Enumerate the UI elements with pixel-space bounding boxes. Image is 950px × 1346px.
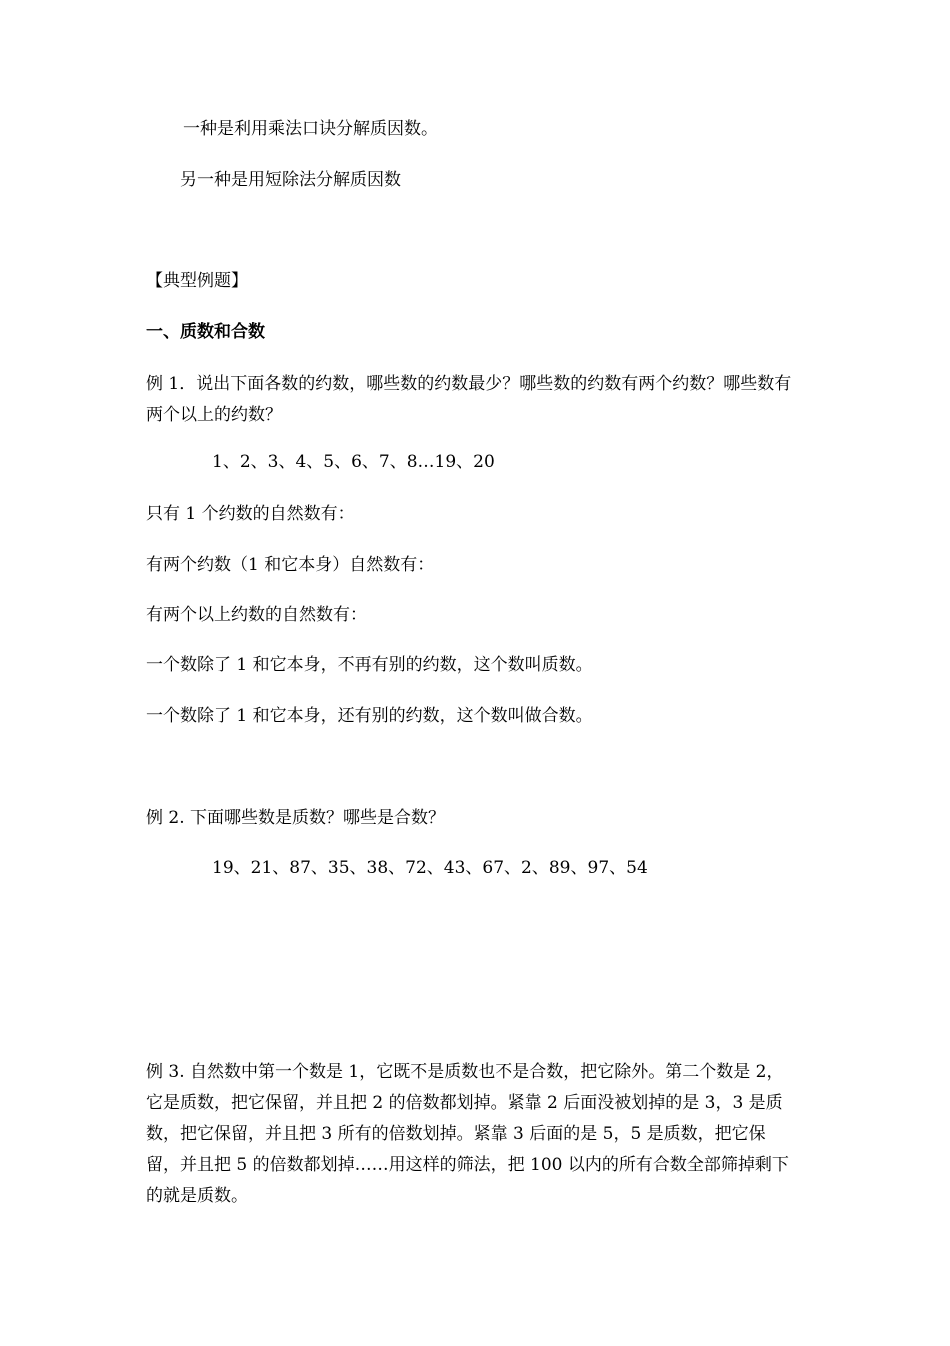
example1-answer-more-divisors: 有两个以上约数的自然数有：: [146, 605, 367, 625]
example3-text: 例 3. 自然数中第一个数是 1，它既不是质数也不是合数，把它除外。第二个数是 2，它是质数，把它保留，并且把 2 的倍数都划掉。紧靠 2 后面没被划掉的是 3，3 是质数，把它保留，并且把 3 所有的倍数划掉。紧靠 3 后面的是 5，5 是质数，把它保留，并且把 5 的倍数都划掉……用这样的筛法，把 100 以内的所有合数全部筛掉剩下的就是质数。: [146, 1062, 789, 1206]
example1-answer-one-divisor: 只有 1 个约数的自然数有：: [146, 504, 355, 524]
method-line-1: 一种是利用乘法口诀分解质因数。: [183, 119, 438, 139]
definition-prime: 一个数除了 1 和它本身，不再有别的约数，这个数叫质数。: [146, 655, 593, 675]
example1-numbers: 1、2、3、4、5、6、7、8…19、20: [212, 452, 495, 472]
example1-question: 例 1．说出下面各数的约数，哪些数的约数最少？哪些数的约数有两个约数？哪些数有两个以上的约数？: [146, 374, 792, 425]
example2-numbers: 19、21、87、35、38、72、43、67、2、89、97、54: [212, 858, 648, 878]
subsection-title: 一、质数和合数: [146, 322, 265, 342]
example2-question: 例 2. 下面哪些数是质数？哪些是合数？: [146, 808, 446, 828]
example1-answer-two-divisors: 有两个约数（1 和它本身）自然数有：: [146, 555, 435, 575]
definition-composite: 一个数除了 1 和它本身，还有别的约数，这个数叫做合数。: [146, 706, 593, 726]
method-line-2: 另一种是用短除法分解质因数: [180, 170, 401, 190]
section-header: 【典型例题】: [146, 271, 248, 291]
